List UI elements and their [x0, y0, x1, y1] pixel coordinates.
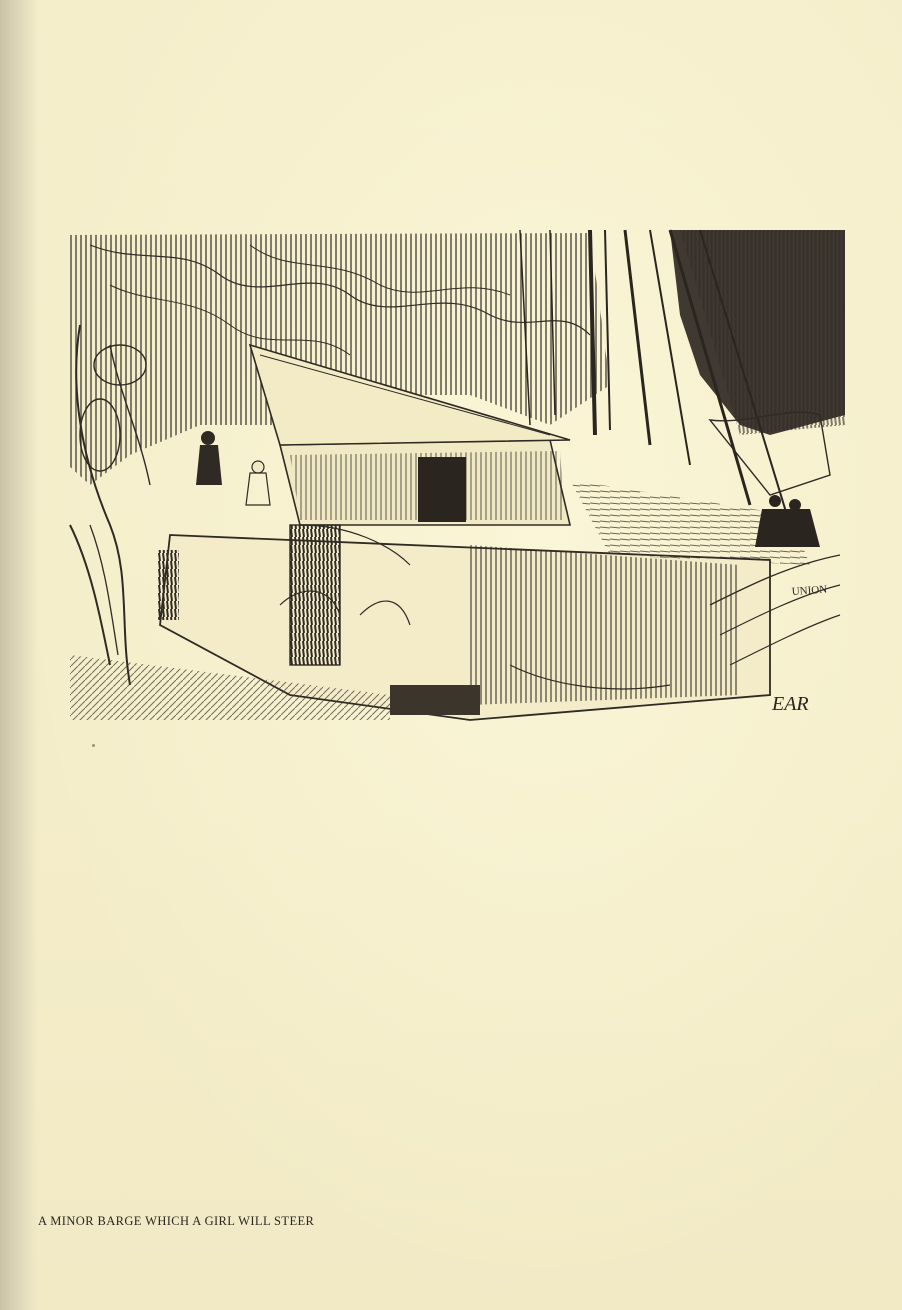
page-gutter-shadow: [0, 0, 38, 1310]
paper-speck: [92, 744, 95, 747]
barge-illustration: [50, 225, 850, 730]
boat-lettering: UNION: [791, 583, 828, 598]
barge-sketch-svg: [50, 225, 850, 730]
artist-signature: EAR: [772, 693, 809, 715]
illustration-caption: A MINOR BARGE WHICH A GIRL WILL STEER: [38, 1214, 315, 1228]
dark-trees: [670, 230, 845, 435]
